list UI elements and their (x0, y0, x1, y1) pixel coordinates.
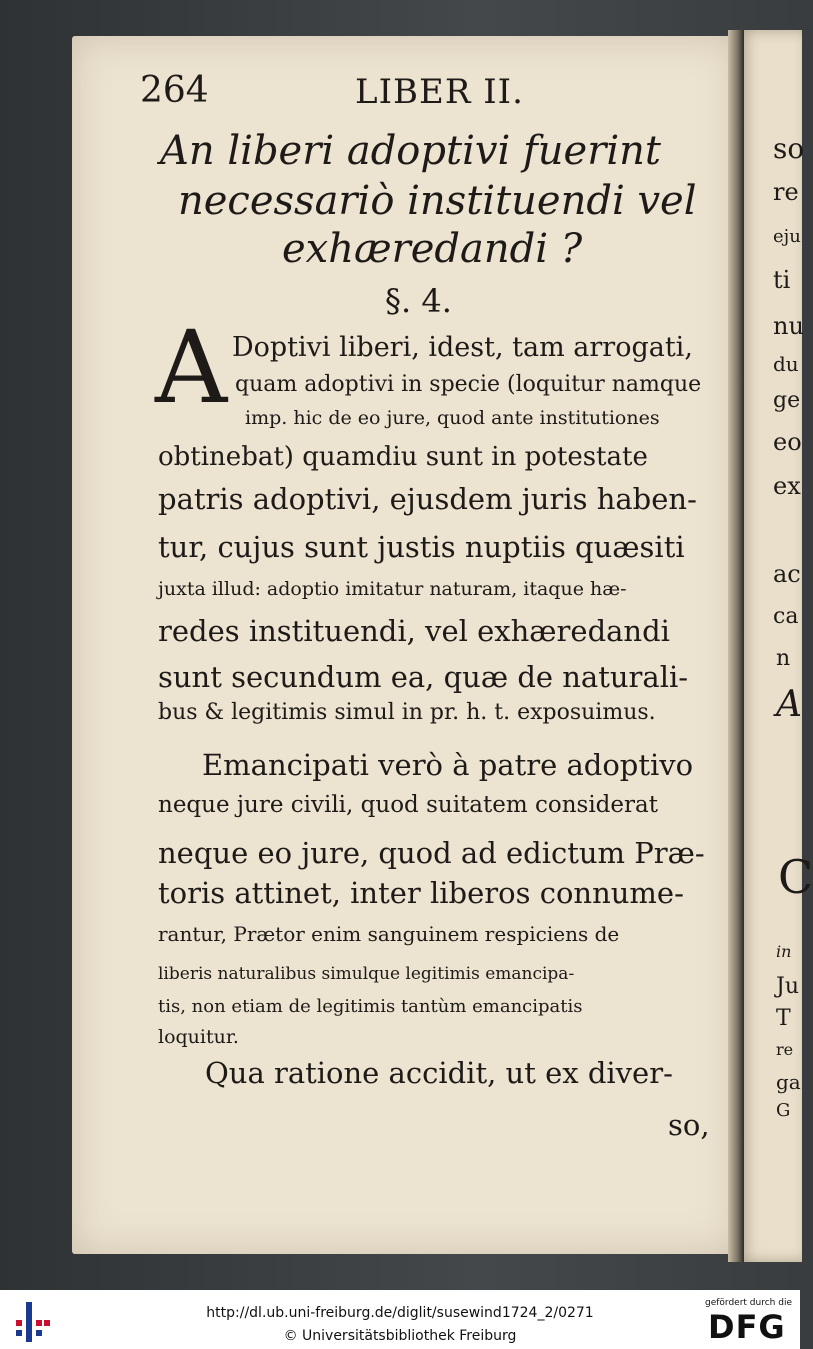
facing-fragment: A (776, 684, 802, 725)
facing-fragment: ca (773, 604, 799, 629)
body-line: redes instituendi, vel exhæredandi (158, 614, 670, 648)
section-mark: §. 4. (385, 282, 452, 320)
facing-fragment: Ju (776, 974, 799, 999)
body-line: bus & legitimis simul in pr. h. t. exposuimus. (158, 700, 656, 725)
dfg-logo: DFG (708, 1308, 786, 1346)
catchword: so, (668, 1108, 710, 1142)
body-line: sunt secundum ea, quæ de naturali- (158, 660, 689, 694)
permalink[interactable]: http://dl.ub.uni-freiburg.de/diglit/susewind1724_2/0271 (206, 1305, 594, 1321)
funding-note: gefördert durch die (705, 1298, 792, 1308)
body-line: tis, non etiam de legitimis tantùm emancipatis (158, 996, 583, 1017)
page-number: 264 (140, 70, 209, 111)
facing-fragment: re (773, 178, 799, 206)
title-line-1: An liberi adoptivi fuerint (160, 128, 661, 174)
body-line: liberis naturalibus simulque legitimis emancipa- (158, 964, 575, 984)
title-line-3: exhæredandi ? (282, 226, 583, 272)
body-line: obtinebat) quamdiu sunt in potestate (158, 442, 648, 472)
facing-fragment: T (776, 1006, 791, 1031)
body-line: Doptivi liberi, idest, tam arrogati, (232, 332, 693, 363)
facing-fragment: eo (773, 428, 802, 456)
facing-fragment: eju (773, 226, 801, 247)
drop-cap: A (155, 309, 228, 426)
body-line: juxta illud: adoptio imitatur naturam, itaque hæ- (158, 578, 627, 600)
facing-fragment: nu (773, 312, 804, 340)
body-line: Qua ratione accidit, ut ex diver- (205, 1056, 673, 1090)
body-line: neque eo jure, quod ad edictum Præ- (158, 836, 705, 870)
body-line: imp. hic de eo jure, quod ante institutiones (245, 407, 660, 429)
facing-fragment: in (776, 942, 792, 961)
facing-fragment: du (773, 352, 799, 376)
body-line: rantur, Prætor enim sanguinem respiciens de (158, 922, 620, 946)
body-line: neque jure civili, quod suitatem considerat (158, 792, 658, 818)
facing-fragment: ac (773, 560, 801, 588)
body-line: Emancipati verò à patre adoptivo (202, 748, 694, 782)
copyright: © Universitätsbibliothek Freiburg (283, 1328, 517, 1344)
facing-fragment: so (773, 132, 805, 165)
facing-fragment: n (776, 646, 791, 671)
facing-fragment: C (778, 850, 813, 904)
running-head: LIBER II. (355, 72, 524, 112)
facing-fragment: G (776, 1100, 791, 1121)
title-line-2: necessariò instituendi vel (178, 178, 697, 224)
body-line: toris attinet, inter liberos connume- (158, 876, 684, 910)
body-line: loquitur. (158, 1026, 239, 1048)
body-line: patris adoptivi, ejusdem juris haben- (158, 482, 697, 516)
facing-fragment: ge (773, 388, 801, 413)
page-gutter (728, 30, 744, 1262)
body-line: quam adoptivi in specie (loquitur namque (235, 372, 702, 397)
facing-fragment: re (776, 1040, 794, 1059)
body-line: tur, cujus sunt justis nuptiis quæsiti (158, 530, 685, 564)
facing-fragment: ti (773, 266, 791, 294)
facing-fragment: ex (773, 472, 801, 500)
facing-fragment: ga (776, 1070, 801, 1094)
